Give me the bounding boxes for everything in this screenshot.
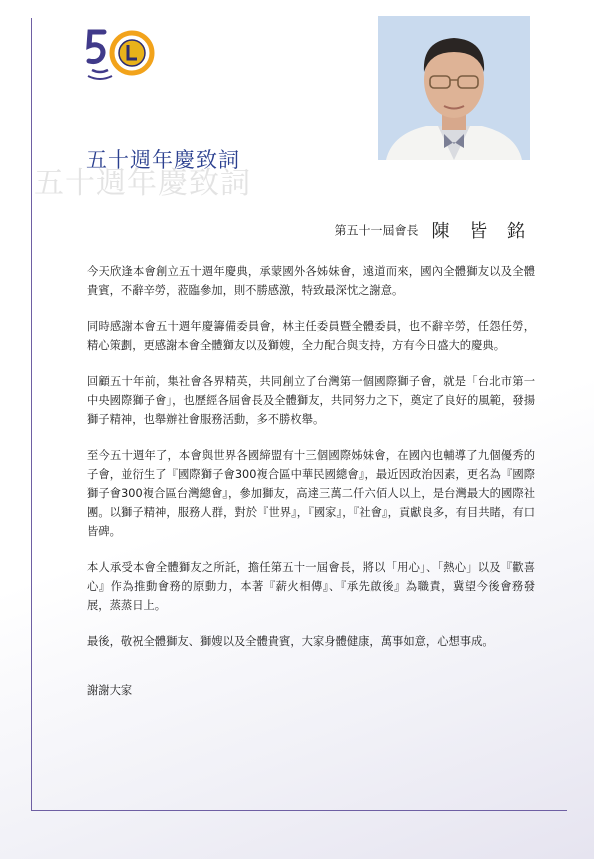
page-frame-bottom-rule (31, 810, 567, 811)
title-watermark: 五十週年慶致詞 (34, 166, 251, 201)
paragraph-6: 最後，敬祝全體獅友、獅嫂以及全體貴賓，大家身體健康，萬事如意，心想事成。 (87, 635, 494, 648)
page-frame-left-rule (31, 18, 32, 810)
paragraph-4: 至今五十週年了，本會與世界各國締盟有十三個國際姊妹會，在國內也輔導了九個優秀的子會，並衍生了『國際獅子會300複合區中華民國總會』，最近因政治因素，更名為『國際獅子會300複合區台灣總會』，參加獅友，高達三萬二仟六佰人以上，是台灣最大的國際社團。以獅子精神，服務人群，對於『世界』，『國家』，『社會』，貢獻良多，有目共睹，有口皆碑。 (87, 449, 535, 538)
lions-50th-anniversary-logo (86, 26, 166, 86)
signature-line (334, 217, 532, 243)
speech-body (87, 262, 535, 668)
paragraph-3: 回顧五十年前，集社會各界精英，共同創立了台灣第一個國際獅子會，就是「台北市第一中央國際獅子會」，也歷經各屆會長及全體獅友，共同努力之下，奠定了良好的風範，發揚獅子精神，也舉辦社會服務活動，多不勝枚舉。 (87, 375, 535, 426)
president-portrait-photo (378, 16, 530, 160)
signature-name: 陳 皆 銘 (431, 221, 532, 242)
portrait-photo-icon (378, 16, 530, 160)
closing-thanks: 謝謝大家 (87, 684, 133, 697)
signature-role: 第五十一屆會長 (334, 223, 419, 238)
paragraph-2: 同時感謝本會五十週年慶籌備委員會，林主任委員暨全體委員，也不辭辛勞，任怨任勞，精心策劃，更感謝本會全體獅友以及獅嫂，全力配合與支持，方有今日盛大的慶典。 (87, 320, 535, 352)
lions-logo-icon (86, 26, 166, 86)
page-title: 五十週年慶致詞 (86, 148, 240, 172)
paragraph-1: 今天欣逢本會創立五十週年慶典，承蒙國外各姊妹會，遠道而來，國內全體獅友以及全體貴賓，不辭辛勞，蒞臨參加，則不勝感激，特致最深忱之謝意。 (87, 265, 535, 297)
paragraph-5: 本人承受本會全體獅友之所託，擔任第五十一屆會長，將以「用心」、「熱心」以及『歡喜心』作為推動會務的原動力，本著『薪火相傳』、『承先啟後』為職責，冀望今後會務發展，蒸蒸日上。 (87, 561, 535, 612)
